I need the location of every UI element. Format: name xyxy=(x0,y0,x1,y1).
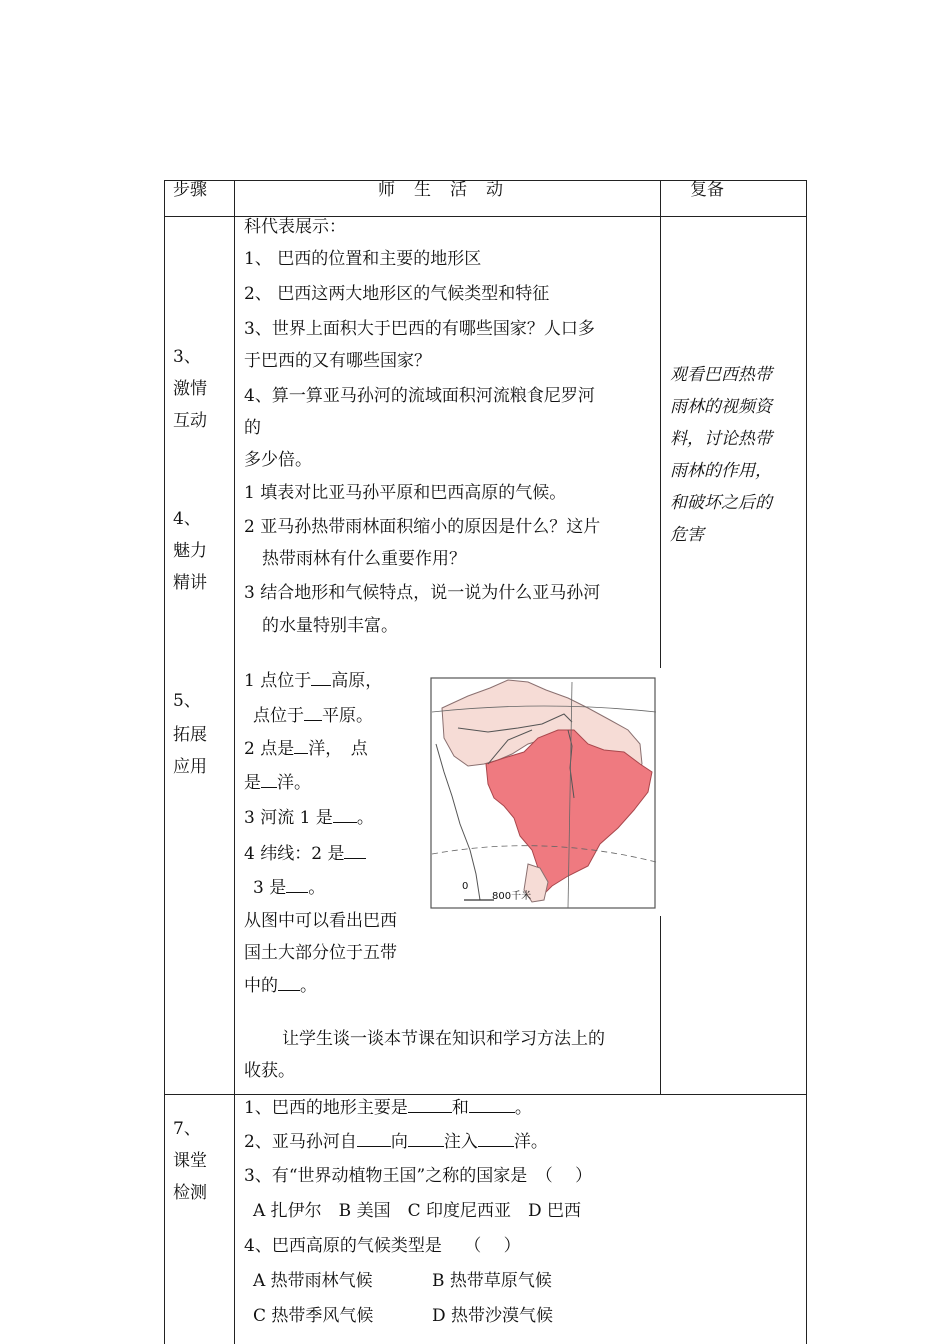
activity-question-3-line-2: 于巴西的又有哪些国家？ xyxy=(244,351,431,371)
step-3-number: 3、 xyxy=(173,347,201,367)
quiz-option-d: D 热带沙漠气候 xyxy=(432,1306,554,1326)
map-scale-label: 800千米 xyxy=(492,891,532,902)
map-conclusion-line-1: 从图中可以看出巴西 xyxy=(244,911,397,931)
quiz-question-3: 3、有“世界动植物王国”之称的国家是 （ ） xyxy=(244,1166,593,1186)
map-question-4b: 3 是 。 xyxy=(253,878,326,898)
column-divider-1 xyxy=(234,180,235,1344)
brazil-map xyxy=(428,668,660,916)
step-4-title-2: 精讲 xyxy=(173,573,207,593)
map-conclusion-line-2: 国土大部分位于五带 xyxy=(244,943,397,963)
header-review: 复备 xyxy=(690,180,724,200)
quiz-question-4: 4、巴西高原的气候类型是 （ ） xyxy=(244,1236,521,1256)
map-question-2b: 是 洋。 xyxy=(244,773,311,793)
activity-question-4-line-2: 的 xyxy=(244,418,261,438)
header-activity: 师 生 活 动 xyxy=(378,180,504,200)
review-note-line-3: 料，讨论热带 xyxy=(670,429,772,449)
activity-question-4-line-3: 多少倍。 xyxy=(244,450,312,470)
lecture-point-3-line-1: 3 结合地形和气候特点，说一说为什么亚马孙河 xyxy=(244,583,601,603)
summary-line-1: 让学生谈一谈本节课在知识和学习方法上的 xyxy=(282,1029,605,1049)
map-question-4a: 4 纬线：2 是 xyxy=(244,842,366,865)
step-5-title-1: 拓展 xyxy=(173,725,207,745)
map-question-1b: 点位于 平原。 xyxy=(253,706,373,726)
brazil-map-graphic xyxy=(428,668,660,916)
summary-line-2: 收获。 xyxy=(244,1061,295,1081)
review-note-line-1: 观看巴西热带 xyxy=(670,365,772,385)
step-4-number: 4、 xyxy=(173,509,201,529)
answer-blank[interactable] xyxy=(408,1130,444,1147)
answer-blank[interactable] xyxy=(408,1096,452,1113)
step-5-title-2: 应用 xyxy=(173,757,207,777)
map-question-3: 3 河流 1 是 。 xyxy=(244,808,374,828)
step-7-number: 7、 xyxy=(173,1119,201,1139)
review-note-line-2: 雨林的视频资 xyxy=(670,397,772,417)
quiz-option-c: C 热带季风气候 xyxy=(253,1306,374,1326)
step-5-number: 5、 xyxy=(173,691,201,711)
lecture-point-3-line-2: 的水量特别丰富。 xyxy=(262,616,398,636)
quiz-option-b: B 热带草原气候 xyxy=(432,1271,552,1291)
header-step: 步骤 xyxy=(173,180,207,200)
answer-blank[interactable] xyxy=(357,1130,391,1147)
answer-blank[interactable] xyxy=(294,737,308,754)
answer-blank[interactable] xyxy=(344,842,366,859)
activity-question-4-line-1: 4、算一算亚马孙河的流域面积河流粮食尼罗河 xyxy=(244,386,595,406)
map-conclusion-line-3: 中的 。 xyxy=(244,976,317,996)
quiz-question-3-options: A 扎伊尔 B 美国 C 印度尼西亚 D 巴西 xyxy=(253,1201,582,1221)
quiz-question-1: 1、巴西的地形主要是 和 。 xyxy=(244,1098,532,1118)
lecture-point-1: 1 填表对比亚马孙平原和巴西高原的气候。 xyxy=(244,483,567,503)
step-7-title-2: 检测 xyxy=(173,1183,207,1203)
column-divider-2-upper xyxy=(660,180,661,668)
answer-blank[interactable] xyxy=(286,876,308,893)
activity-question-1: 1、 巴西的位置和主要的地形区 xyxy=(244,249,482,269)
answer-blank[interactable] xyxy=(278,974,300,991)
activity-intro: 科代表展示： xyxy=(244,217,346,237)
answer-blank[interactable] xyxy=(469,1096,515,1113)
review-note-line-4: 雨林的作用， xyxy=(670,461,772,481)
west-coast xyxy=(436,744,480,900)
answer-blank[interactable] xyxy=(311,669,331,686)
step-4-title-1: 魅力 xyxy=(173,541,207,561)
map-question-1a: 1 点位于 高原， xyxy=(244,671,383,691)
quiz-option-a: A 热带雨林气候 xyxy=(253,1271,373,1291)
step-7-title-1: 课堂 xyxy=(173,1151,207,1171)
answer-blank[interactable] xyxy=(478,1130,514,1147)
map-question-2a: 2 点是 洋， 点 xyxy=(244,739,368,759)
column-divider-2-lower xyxy=(660,916,661,1094)
review-note-line-5: 和破坏之后的 xyxy=(670,493,772,513)
step-3-title-1: 激情 xyxy=(173,379,207,399)
activity-question-3-line-1: 3、世界上面积大于巴西的有哪些国家？人口多 xyxy=(244,319,595,339)
activity-question-2: 2、 巴西这两大地形区的气候类型和特征 xyxy=(244,284,550,304)
lecture-point-2-line-2: 热带雨林有什么重要作用？ xyxy=(262,549,466,569)
answer-blank[interactable] xyxy=(261,771,277,788)
section-divider xyxy=(164,1094,807,1095)
answer-blank[interactable] xyxy=(333,806,357,823)
review-note-line-6: 危害 xyxy=(670,525,704,545)
map-scale-zero: 0 xyxy=(462,881,469,892)
table-left-border xyxy=(164,180,165,1344)
lecture-point-2-line-1: 2 亚马孙热带雨林面积缩小的原因是什么？这片 xyxy=(244,517,601,537)
step-3-title-2: 互动 xyxy=(173,411,207,431)
quiz-question-2: 2、亚马孙河自 向 注入 洋。 xyxy=(244,1132,548,1152)
answer-blank[interactable] xyxy=(304,704,322,721)
table-right-border xyxy=(806,180,807,1344)
